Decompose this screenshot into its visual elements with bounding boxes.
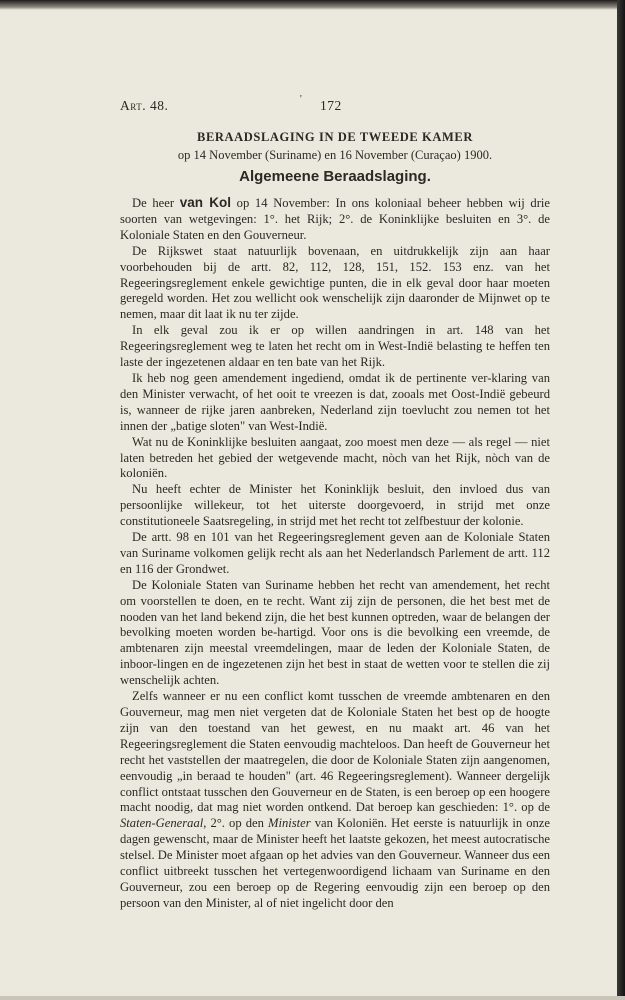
print-mark: ' [300,94,303,105]
paragraph-text: van Koloniën. Het eerste is natuurlijk in onze dagen gewenscht, maar de Minister heeft het laatste gekozen, het meest autocratische stelsel. De Minister moet afgaan op het advies van den Gouverneur. Wanneer dus een conflict uitbreekt tusschen het vertegenwoordigend lichaam van Suriname en den Gouverneur, zou een beroep op de Regering eenvoudig zijn een beroep op den persoon van den Minister, al of niet ingelicht door den [120,816,550,910]
paragraph-text: Zelfs wanneer er nu een conflict komt tusschen de vreemde ambtenaren en den Gouverneur, mag men niet vergeten dat de Koloniale Staten het best op de hoogte zijn van den toestand van het gewest, en nu maakt art. 46 van het Regeeringsreglement die Staten eenvoudig machteloos. Dan heeft de Gouverneur het recht het vaststellen der maatregelen, die door de Koloniale Staten zijn aangenomen, eenvoudig „in beraad te houden" (art. 46 Regeeringsreglement). Wanneer dergelijk conflict ontstaat tusschen den Gouverneur en de Staten, is een beroep op een hoogere macht noodig, dat mag niet worden ontkend. Dat beroep kan geschieden: 1°. op de [120,689,550,815]
scan-edge-top [0,0,625,10]
speaker-name: van Kol [179,195,231,210]
paragraph-text: , 2°. op den [203,816,268,831]
page-title: BERAADSLAGING IN DE TWEEDE KAMER [197,130,473,144]
section-heading: Algemeene Beraadslaging. [239,168,431,185]
paragraph [120,689,550,912]
paragraph: De Koloniale Staten van Suriname hebben het recht van amendement, het recht om voorstellen te doen, en te recht. Want zij zijn de personen, die het best met de nooden van het land bekend zijn, die het best kunnen optreden, waar de belangen der bevolking moeten worden be-hartigd. Voor ons is die bevolking een vreemde, de ambtenaren zijn meestal vreemdelingen, maar de leden der Koloniale Staten, de inboor-lingen en de ingezetenen zijn het best in staat de wetten voor te stellen die zij wenschelijk achten. [120,577,550,688]
paragraph: Ik heb nog geen amendement ingediend, omdat ik de pertinente ver-klaring van den Minister verwacht, of het ooit te vreezen is dat, zooals met Oost-Indië gebeurd is, wanneer de rijke jaren aanbreken, Nederland zijn toevlucht zou nemen tot het innen der „batige sloten" van West-Indië. [120,370,550,433]
running-header [120,94,550,118]
paragraph: De Rijkswet staat natuurlijk bovenaan, en uitdrukkelijk zijn aan haar voorbehouden bij de artt. 82, 112, 128, 151, 152. 153 enz. van het Regeeringsreglement enkele gewichtige punten, die in elk geval door haar moeten geregeld worden. Het zou wellicht ook wenschelijk zijn daaronder de Mijnwet op te nemen, maar dit laat ik nu ter zijde. [120,243,550,322]
paragraph: In elk geval zou ik er op willen aandringen in art. 148 van het Regeeringsreglement weg te laten het recht om in West-Indië belasting te heffen ten laste der ingezetenen aldaar en ten bate van het Rijk. [120,323,550,370]
emphasis-staten-generaal: Staten-Generaal [120,816,204,831]
article-label: Art. 48. [120,98,169,113]
paragraph: De artt. 98 en 101 van het Regeeringsreglement geven aan de Koloniale Staten van Suriname volkomen gelijk recht als aan het Nederlandsch Parlement de artt. 112 en 116 der Grondwet. [120,530,550,576]
paragraph: Wat nu de Koninklijke besluiten aangaat, zoo moest men deze — als regel — niet laten betreden het gebied der wetgevende macht, nòch van het Rijk, nòch van de koloniën. [120,434,550,481]
scan-edge-right [617,0,625,1000]
paragraph [120,195,550,244]
page-number: 172 [320,98,342,113]
emphasis-minister: Minister [267,816,311,831]
body-text [120,195,550,912]
scan-edge-bottom [0,996,625,1000]
speaker-text: op 14 November: In ons koloniaal beheer hebben wij drie soorten van wetgevingen: 1°. het Rijk; 2°. de Koninklijke besluiten en 3°. de Koloniale Staten en den Gouverneur. [120,196,550,242]
page-content [120,94,550,912]
paragraph: Nu heeft echter de Minister het Koninklijk besluit, den invloed dus van persoonlijke willekeur, tot het uiterste doorgevoerd, in strijd met onze constitutioneele Saatsregeling, in strijd met het recht tot zelfbestuur der kolonie. [120,482,550,529]
speaker-intro: De heer [132,196,180,210]
page-subtitle: op 14 November (Suriname) en 16 November (Curaçao) 1900. [177,148,493,162]
